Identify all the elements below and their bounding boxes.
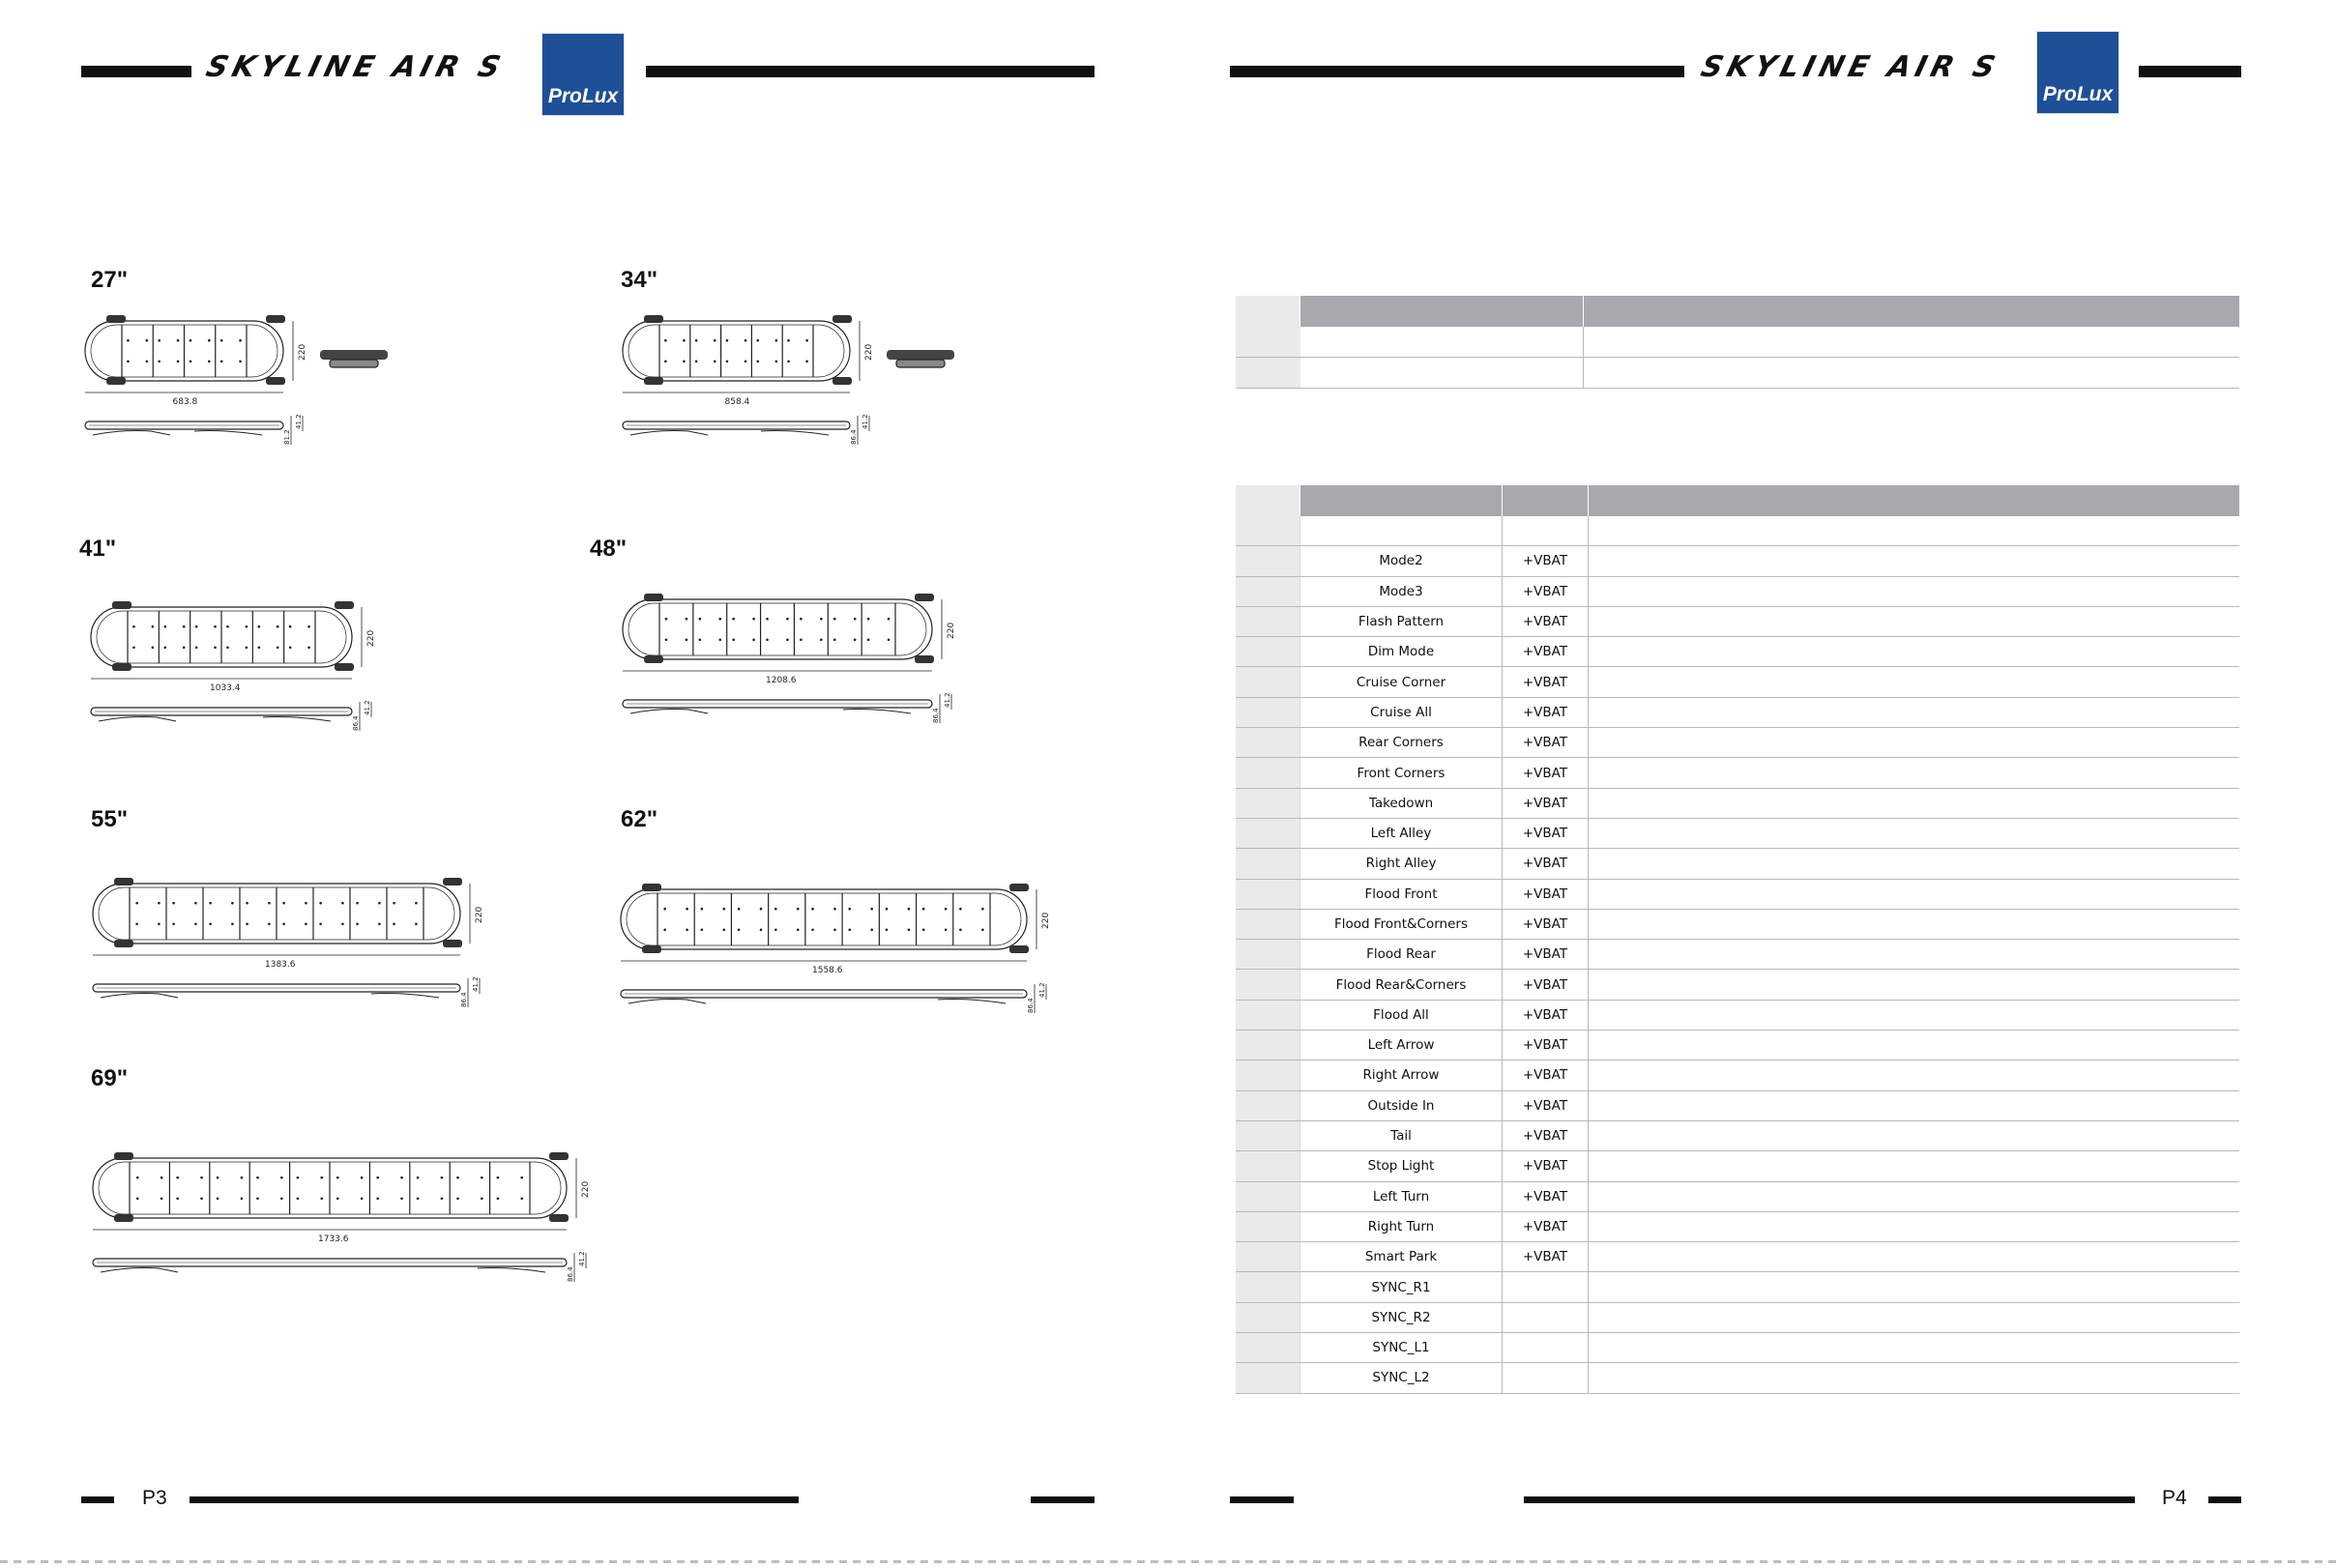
function-cell: Flood Rear&Corners [1300,970,1503,1000]
description-cell [1589,1211,2240,1241]
lightbar-drawing-41 [89,594,398,739]
function-cell: Mode2 [1300,546,1503,576]
description-cell [1589,1120,2240,1150]
power-cell [1503,1302,1589,1332]
prolux-logo-left: ProLux [541,33,625,116]
lightbar-top-view [85,315,388,445]
page-number-right: P4 [2162,1487,2187,1509]
table-row [1236,1000,2239,1030]
page-edge-dashes [0,1560,2336,1563]
description-cell [1589,1302,2240,1332]
table-row [1236,516,2239,546]
description-cell [1589,667,2240,697]
table-row [1236,697,2239,727]
table-row [1236,637,2239,667]
function-cell [1300,516,1503,546]
row-number-cell [1236,1120,1300,1150]
row-number-cell [1236,818,1300,848]
function-cell: Right Alley [1300,849,1503,879]
description-cell [1589,1151,2240,1181]
lightbar-drawing-48 [621,586,978,731]
table-header-row [1236,296,2239,327]
power-cell: +VBAT [1503,606,1589,636]
row-number-cell [1236,1242,1300,1272]
lightbar-top-view [91,601,376,731]
function-cell: Front Corners [1300,758,1503,788]
table-row [1236,818,2239,848]
table-row [1236,606,2239,636]
description-cell [1589,606,2240,636]
lightbar-drawing-svg [621,586,978,731]
table-row [1236,1211,2239,1241]
function-cell: SYNC_R2 [1300,1302,1503,1332]
lightbar-drawing-62 [619,876,1073,1021]
height-dimension: 41.2 [578,1251,586,1266]
table-row [1236,667,2239,697]
description-cell [1589,970,2240,1000]
description-cell [1589,1031,2240,1060]
length-dimension: 1383.6 [265,960,296,970]
power-cell: +VBAT [1503,667,1589,697]
power-cell: +VBAT [1503,879,1589,909]
lightbar-drawing-svg [91,1145,613,1290]
row-number-cell [1236,637,1300,667]
lightbar-top-view [623,315,954,445]
page-number-left: P3 [142,1487,167,1509]
row-number-cell [1236,1211,1300,1241]
power-cell: +VBAT [1503,1000,1589,1030]
power-cell: +VBAT [1503,818,1589,848]
function-cell: SYNC_R1 [1300,1272,1503,1302]
table-row [1236,1031,2239,1060]
table-row [1236,1181,2239,1211]
function-cell: Rear Corners [1300,728,1503,758]
width-dimension: 220 [581,1180,591,1198]
row-number-cell [1236,1272,1300,1302]
description-cell [1589,849,2240,879]
row-number-cell [1236,516,1300,546]
total-height-dimension: 86.4 [932,708,940,723]
power-cell: +VBAT [1503,909,1589,939]
brand-title-left: SKYLINE AIR S [202,50,509,84]
function-cell: Flood Front [1300,879,1503,909]
function-cell: Flood Front&Corners [1300,909,1503,939]
row-number-cell [1236,1302,1300,1332]
size-label-62: 62" [621,806,658,832]
total-height-dimension: 81.2 [283,429,291,445]
total-height-dimension: 86.4 [352,715,360,731]
row-number-cell [1236,576,1300,606]
prolux-logo-right: ProLux [2036,31,2119,114]
table-row [1236,849,2239,879]
function-cell: Left Alley [1300,818,1503,848]
description-cell [1589,788,2240,818]
row-number-cell [1236,879,1300,909]
function-cell: Flood All [1300,1000,1503,1030]
power-cell: +VBAT [1503,1031,1589,1060]
header-rule-right-a [1230,66,1684,77]
description-cell [1589,818,2240,848]
table-row [1236,327,2239,358]
table-row [1236,728,2239,758]
power-cell: +VBAT [1503,1181,1589,1211]
power-cell: +VBAT [1503,728,1589,758]
function-cell: SYNC_L2 [1300,1363,1503,1393]
description-cell [1589,1090,2240,1120]
row-number-cell [1236,1363,1300,1393]
length-dimension: 1558.6 [812,966,843,975]
table-row [1236,1120,2239,1150]
function-cell: Takedown [1300,788,1503,818]
lightbar-drawing-34 [621,307,983,452]
function-cell: SYNC_L1 [1300,1333,1503,1363]
header-rule-right-b [2139,66,2241,77]
power-cell: +VBAT [1503,1211,1589,1241]
power-cell: +VBAT [1503,1090,1589,1120]
description-cell [1589,1060,2240,1090]
power-cell: +VBAT [1503,970,1589,1000]
power-cell: +VBAT [1503,758,1589,788]
description-cell [1589,637,2240,667]
table-row [1236,576,2239,606]
length-dimension: 683.8 [172,397,198,407]
length-dimension: 1733.6 [318,1234,349,1244]
lightbar-drawing-svg [91,870,507,1015]
row-number-cell [1236,1090,1300,1120]
table-row [1236,1333,2239,1363]
description-cell [1589,1181,2240,1211]
size-label-27: 27" [91,267,129,293]
total-height-dimension: 86.4 [850,429,858,445]
description-cell [1589,940,2240,970]
description-cell [1589,1272,2240,1302]
row-number-cell [1236,940,1300,970]
table-row [1236,879,2239,909]
table-row [1236,358,2239,389]
power-cell [1503,1363,1589,1393]
table-row [1236,1363,2239,1393]
function-cell: Right Arrow [1300,1060,1503,1090]
function-cell: Right Turn [1300,1211,1503,1241]
footer-rule-right-c [2208,1496,2241,1503]
table-row [1236,909,2239,939]
description-cell [1589,909,2240,939]
row-number-cell [1236,970,1300,1000]
lightbar-top-view [93,1152,591,1282]
width-dimension: 220 [947,622,956,639]
table-row [1236,788,2239,818]
row-number-cell [1236,909,1300,939]
table-row [1236,1302,2239,1332]
row-number-cell [1236,1031,1300,1060]
lightbar-drawing-svg [619,876,1073,1021]
row-number-cell [1236,1333,1300,1363]
table-row [1236,1151,2239,1181]
power-cell: +VBAT [1503,1242,1589,1272]
description-cell [1589,546,2240,576]
row-number-cell [1236,1060,1300,1090]
function-cell: Smart Park [1300,1242,1503,1272]
power-cell: +VBAT [1503,1151,1589,1181]
power-cell: +VBAT [1503,637,1589,667]
function-cell: Cruise Corner [1300,667,1503,697]
brand-title-right: SKYLINE AIR S [1697,50,2003,84]
row-number-cell [1236,758,1300,788]
lightbar-top-view [93,878,484,1007]
description-cell [1589,516,2240,546]
table-row [1236,1272,2239,1302]
power-cell [1503,516,1589,546]
lightbar-drawing-55 [91,870,507,1015]
height-dimension: 41.2 [364,700,371,715]
wire-function-table [1236,485,2239,1394]
power-cell: +VBAT [1503,546,1589,576]
total-height-dimension: 86.4 [567,1266,574,1282]
footer-rule-right-a [1230,1496,1294,1503]
power-cell: +VBAT [1503,1120,1589,1150]
lightbar-drawing-svg [621,307,983,452]
function-cell: Left Turn [1300,1181,1503,1211]
function-cell: Cruise All [1300,697,1503,727]
row-number-cell [1236,606,1300,636]
description-cell [1589,697,2240,727]
function-cell: Tail [1300,1120,1503,1150]
function-cell: Flash Pattern [1300,606,1503,636]
total-height-dimension: 86.4 [460,992,468,1007]
row-number-cell [1236,788,1300,818]
power-cell: +VBAT [1503,576,1589,606]
table-row [1236,970,2239,1000]
row-number-cell [1236,728,1300,758]
row-number-cell [1236,849,1300,879]
description-cell [1589,576,2240,606]
power-cell [1503,1333,1589,1363]
size-label-69: 69" [91,1065,129,1091]
function-cell: Outside In [1300,1090,1503,1120]
power-cell: +VBAT [1503,788,1589,818]
length-dimension: 1208.6 [766,676,797,685]
length-dimension: 1033.4 [210,683,241,693]
description-cell [1589,728,2240,758]
size-label-34: 34" [621,267,658,293]
function-cell: Dim Mode [1300,637,1503,667]
row-number-cell [1236,1151,1300,1181]
table-row [1236,1090,2239,1120]
function-cell: Flood Rear [1300,940,1503,970]
row-number-cell [1236,1000,1300,1030]
row-number-cell [1236,546,1300,576]
footer-rule-left-b [190,1496,799,1503]
power-cell [1503,1272,1589,1302]
description-cell [1589,879,2240,909]
header-rule-left-a [81,66,191,77]
width-dimension: 220 [864,343,874,361]
height-dimension: 41.2 [944,692,951,708]
footer-rule-left-c [1031,1496,1095,1503]
row-number-cell [1236,667,1300,697]
lightbar-top-view [621,884,1051,1013]
length-dimension: 858.4 [724,397,750,407]
row-number-cell [1236,697,1300,727]
footer-rule-right-b [1524,1496,2135,1503]
height-dimension: 41.2 [861,414,869,429]
lightbar-top-view [623,594,956,723]
power-cell: +VBAT [1503,697,1589,727]
height-dimension: 41.2 [472,976,480,992]
table-header-row [1236,485,2239,516]
height-dimension: 41.2 [1038,982,1046,998]
connection-table-top [1236,296,2239,389]
row-number-cell [1236,1181,1300,1211]
table-row [1236,546,2239,576]
description-cell [1589,758,2240,788]
lightbar-drawing-69 [91,1145,613,1290]
table-row [1236,940,2239,970]
function-cell: Mode3 [1300,576,1503,606]
width-dimension: 220 [475,906,484,923]
power-cell: +VBAT [1503,1060,1589,1090]
lightbar-drawing-27 [83,307,417,452]
size-label-41: 41" [79,536,117,562]
total-height-dimension: 86.4 [1027,998,1035,1013]
description-cell [1589,1363,2240,1393]
function-cell: Stop Light [1300,1151,1503,1181]
description-cell [1589,1000,2240,1030]
size-label-55: 55" [91,806,129,832]
power-cell: +VBAT [1503,940,1589,970]
table-row [1236,758,2239,788]
footer-rule-left-a [81,1496,114,1503]
power-cell: +VBAT [1503,849,1589,879]
lightbar-drawing-svg [83,307,417,452]
width-dimension: 220 [1041,912,1051,929]
height-dimension: 41.2 [295,414,303,429]
function-cell: Left Arrow [1300,1031,1503,1060]
table-row [1236,1060,2239,1090]
description-cell [1589,1242,2240,1272]
table-row [1236,1242,2239,1272]
description-cell [1589,1333,2240,1363]
width-dimension: 220 [298,343,307,361]
header-rule-left-b [646,66,1095,77]
lightbar-drawing-svg [89,594,398,739]
size-label-48: 48" [590,536,628,562]
width-dimension: 220 [366,629,376,647]
